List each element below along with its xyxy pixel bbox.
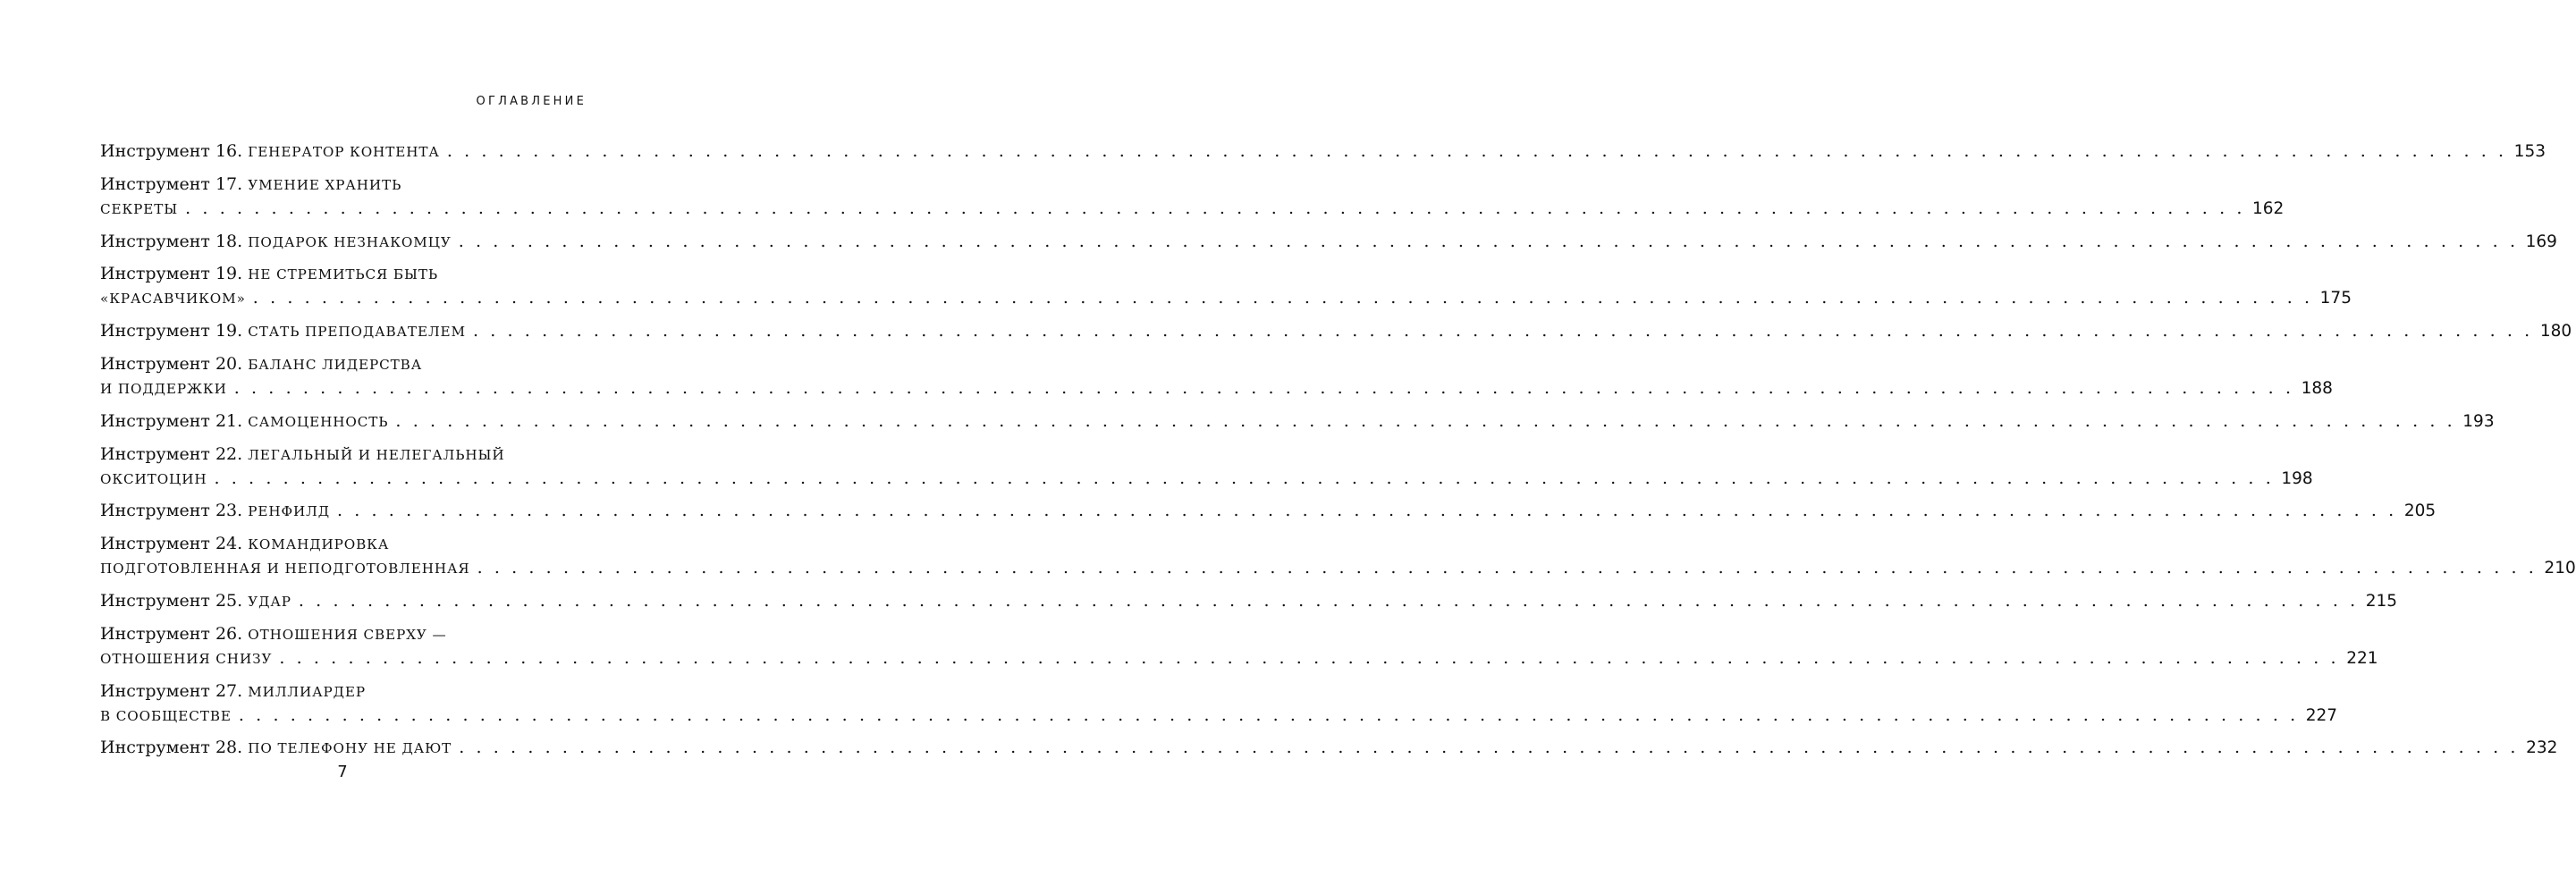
dot-leader: . . . . . . . . . . . . . . . . . . . . . . . . . . . . . . . . . . . . . . . . . . . . . . . . . . . . . . . . . . . . . . . . . . . . . . . . . . . . . . . . . . . . . . . . . . . . . . . . . . . . . . . . . . . . . . . . . . . . . . . . [185, 198, 2245, 218]
entry-label: Инструмент 20. [100, 353, 243, 374]
dot-leader: . . . . . . . . . . . . . . . . . . . . . . . . . . . . . . . . . . . . . . . . . . . . . . . . . . . . . . . . . . . . . . . . . . . . . . . . . . . . . . . . . . . . . . . . . . . . . . . . . . . . . . . . . . . . . . . . . . . . . . . . [233, 377, 2294, 398]
entry-page-number: 205 [2403, 502, 2437, 521]
entry-label: Инструмент 28. [100, 738, 243, 758]
entry-page-number: 169 [2525, 232, 2557, 251]
entry-title: ГЕНЕРАТОР КОНТЕНТА [248, 144, 440, 160]
entry-title-continued: ПОДГОТОВЛЕННАЯ И НЕПОДГОТОВЛЕННАЯ [100, 561, 470, 578]
running-head: ОГЛАВЛЕНИЕ [476, 95, 587, 108]
entry-title-continued: ОКСИТОЦИН [100, 470, 207, 487]
entry-title: ПОДАРОК НЕЗНАКОМЦУ [248, 233, 452, 250]
entry-title: КОМАНДИРОВКА [248, 536, 390, 553]
entry-label: Инструмент 26. [100, 623, 243, 644]
toc-entry[interactable] [100, 622, 2378, 670]
toc-entry-line [100, 499, 2437, 523]
dot-leader: . . . . . . . . . . . . . . . . . . . . . . . . . . . . . . . . . . . . . . . . . . . . . . . . . . . . . . . . . . . . . . . . . . . . . . . . . . . . . . . . . . . . . . . . . . . . . . . . . . . . . . . . . . . . . . . . . . . . . . . . [252, 288, 2313, 308]
page-number: 7 [337, 763, 348, 781]
toc-entry-line [100, 352, 587, 376]
dot-leader: . . . . . . . . . . . . . . . . . . . . . . . . . . . . . . . . . . . . . . . . . . . . . . . . . . . . . . . . . . . . . . . . . . . . . . . . . . . . . . . . . . . . . . . . . . . . . . . . . . . . . . . . . . . . . . . . . . . . . . . . [279, 647, 2340, 668]
toc-entry[interactable] [100, 589, 2398, 613]
toc-entry[interactable] [100, 352, 2333, 401]
entry-title: МИЛЛИАРДЕР [248, 683, 366, 700]
entry-page-number: 221 [2346, 648, 2378, 668]
entry-title: БАЛАНС ЛИДЕРСТВА [248, 356, 423, 373]
toc-entry-line [100, 467, 2313, 491]
entry-title: САМОЦЕННОСТЬ [248, 413, 389, 430]
toc-entry-line [100, 532, 587, 556]
entry-title: ЛЕГАЛЬНЫЙ И НЕЛЕГАЛЬНЫЙ [248, 446, 505, 463]
dot-leader: . . . . . . . . . . . . . . . . . . . . . . . . . . . . . . . . . . . . . . . . . . . . . . . . . . . . . . . . . . . . . . . . . . . . . . . . . . . . . . . . . . . . . . . . . . . . . . . . . . . . . . . . . . . . . . . . . . . . . . . . [477, 558, 2538, 578]
toc-entry-line [100, 622, 587, 646]
toc-entry-line [100, 376, 2333, 401]
toc-entry[interactable] [100, 736, 2558, 760]
entry-title: УМЕНИЕ ХРАНИТЬ [248, 176, 402, 193]
entry-title: НЕ СТРЕМИТЬСЯ БЫТЬ [248, 266, 438, 283]
entry-label: Инструмент 23. [100, 501, 243, 521]
toc-entry-line [100, 139, 2546, 164]
entry-label: Инструмент 25. [100, 590, 243, 611]
entry-page-number: 175 [2319, 289, 2352, 308]
dot-leader: . . . . . . . . . . . . . . . . . . . . . . . . . . . . . . . . . . . . . . . . . . . . . . . . . . . . . . . . . . . . . . . . . . . . . . . . . . . . . . . . . . . . . . . . . . . . . . . . . . . . . . . . . . . . . . . . . . . . . . . . [238, 704, 2299, 725]
toc-entry-line [100, 443, 587, 467]
toc-entry-line [100, 409, 2495, 434]
dot-leader: . . . . . . . . . . . . . . . . . . . . . . . . . . . . . . . . . . . . . . . . . . . . . . . . . . . . . . . . . . . . . . . . . . . . . . . . . . . . . . . . . . . . . . . . . . . . . . . . . . . . . . . . . . . . . . . . . . . . . . . . [214, 468, 2275, 488]
toc-entry[interactable] [100, 532, 2576, 580]
entry-label: Инструмент 18. [100, 231, 243, 251]
entry-page-number: 162 [2252, 198, 2285, 218]
entry-title-continued: ОТНОШЕНИЯ СНИЗУ [100, 650, 273, 667]
entry-page-number: 215 [2365, 591, 2398, 611]
entry-title: ПО ТЕЛЕФОНУ НЕ ДАЮТ [248, 740, 452, 757]
entry-title: УДАР [248, 593, 291, 610]
entry-title-continued: В СООБЩЕСТВЕ [100, 707, 232, 724]
toc-entry-line [100, 230, 2557, 254]
toc-entry[interactable] [100, 230, 2557, 254]
entry-title-continued: СЕКРЕТЫ [100, 200, 179, 217]
entry-label: Инструмент 22. [100, 443, 243, 464]
toc-entry[interactable] [100, 409, 2495, 434]
entry-page-number: 180 [2539, 322, 2572, 342]
entry-label: Инструмент 19. [100, 321, 243, 342]
entry-title: ОТНОШЕНИЯ СВЕРХУ — [248, 626, 447, 643]
toc-entry[interactable] [100, 319, 2572, 343]
toc-entry-line [100, 556, 2576, 580]
entry-page-number: 198 [2281, 468, 2313, 488]
toc-entry[interactable] [100, 499, 2437, 523]
toc-entry-line [100, 679, 587, 704]
dot-leader: . . . . . . . . . . . . . . . . . . . . . . . . . . . . . . . . . . . . . . . . . . . . . . . . . . . . . . . . . . . . . . . . . . . . . . . . . . . . . . . . . . . . . . . . . . . . . . . . . . . . . . . . . . . . . . . . . . . . . . . . [459, 738, 2520, 758]
entry-page-number: 210 [2544, 559, 2576, 578]
entry-label: Инструмент 17. [100, 173, 243, 194]
entry-label: Инструмент 24. [100, 534, 243, 554]
dot-leader: . . . . . . . . . . . . . . . . . . . . . . . . . . . . . . . . . . . . . . . . . . . . . . . . . . . . . . . . . . . . . . . . . . . . . . . . . . . . . . . . . . . . . . . . . . . . . . . . . . . . . . . . . . . . . . . . . . . . . . . . [472, 321, 2533, 342]
entry-page-number: 232 [2526, 738, 2558, 758]
toc-entry-line [100, 589, 2398, 613]
table-of-contents [100, 139, 2576, 769]
entry-page-number: 188 [2301, 378, 2333, 398]
toc-entry[interactable] [100, 173, 2285, 221]
toc-entry-line [100, 262, 587, 286]
dot-leader: . . . . . . . . . . . . . . . . . . . . . . . . . . . . . . . . . . . . . . . . . . . . . . . . . . . . . . . . . . . . . . . . . . . . . . . . . . . . . . . . . . . . . . . . . . . . . . . . . . . . . . . . . . . . . . . . . . . . . . . . [458, 231, 2519, 251]
toc-entry-line [100, 736, 2558, 760]
entry-page-number: 193 [2462, 411, 2495, 431]
entry-label: Инструмент 19. [100, 264, 243, 284]
entry-page-number: 153 [2513, 142, 2546, 161]
toc-entry-line [100, 197, 2285, 221]
entry-title-continued: «КРАСАВЧИКОМ» [100, 291, 246, 308]
dot-leader: . . . . . . . . . . . . . . . . . . . . . . . . . . . . . . . . . . . . . . . . . . . . . . . . . . . . . . . . . . . . . . . . . . . . . . . . . . . . . . . . . . . . . . . . . . . . . . . . . . . . . . . . . . . . . . . . . . . . . . . . [298, 590, 2359, 611]
toc-entry[interactable] [100, 679, 2338, 728]
toc-entry-line [100, 319, 2572, 343]
toc-entry-line [100, 286, 2352, 310]
toc-entry[interactable] [100, 139, 2546, 164]
entry-label: Инструмент 16. [100, 141, 243, 161]
toc-entry-line [100, 173, 587, 197]
dot-leader: . . . . . . . . . . . . . . . . . . . . . . . . . . . . . . . . . . . . . . . . . . . . . . . . . . . . . . . . . . . . . . . . . . . . . . . . . . . . . . . . . . . . . . . . . . . . . . . . . . . . . . . . . . . . . . . . . . . . . . . . [395, 410, 2456, 431]
dot-leader: . . . . . . . . . . . . . . . . . . . . . . . . . . . . . . . . . . . . . . . . . . . . . . . . . . . . . . . . . . . . . . . . . . . . . . . . . . . . . . . . . . . . . . . . . . . . . . . . . . . . . . . . . . . . . . . . . . . . . . . . [446, 141, 2507, 161]
toc-entry-line [100, 704, 2338, 728]
entry-page-number: 227 [2305, 705, 2338, 725]
entry-title: РЕНФИЛД [248, 503, 330, 520]
toc-entry[interactable] [100, 262, 2352, 310]
toc-entry[interactable] [100, 443, 2313, 491]
entry-label: Инструмент 21. [100, 410, 243, 431]
entry-label: Инструмент 27. [100, 680, 243, 701]
dot-leader: . . . . . . . . . . . . . . . . . . . . . . . . . . . . . . . . . . . . . . . . . . . . . . . . . . . . . . . . . . . . . . . . . . . . . . . . . . . . . . . . . . . . . . . . . . . . . . . . . . . . . . . . . . . . . . . . . . . . . . . . [336, 501, 2397, 521]
entry-title-continued: И ПОДДЕРЖКИ [100, 380, 227, 397]
toc-entry-line [100, 646, 2378, 670]
entry-title: СТАТЬ ПРЕПОДАВАТЕЛЕМ [248, 324, 466, 341]
